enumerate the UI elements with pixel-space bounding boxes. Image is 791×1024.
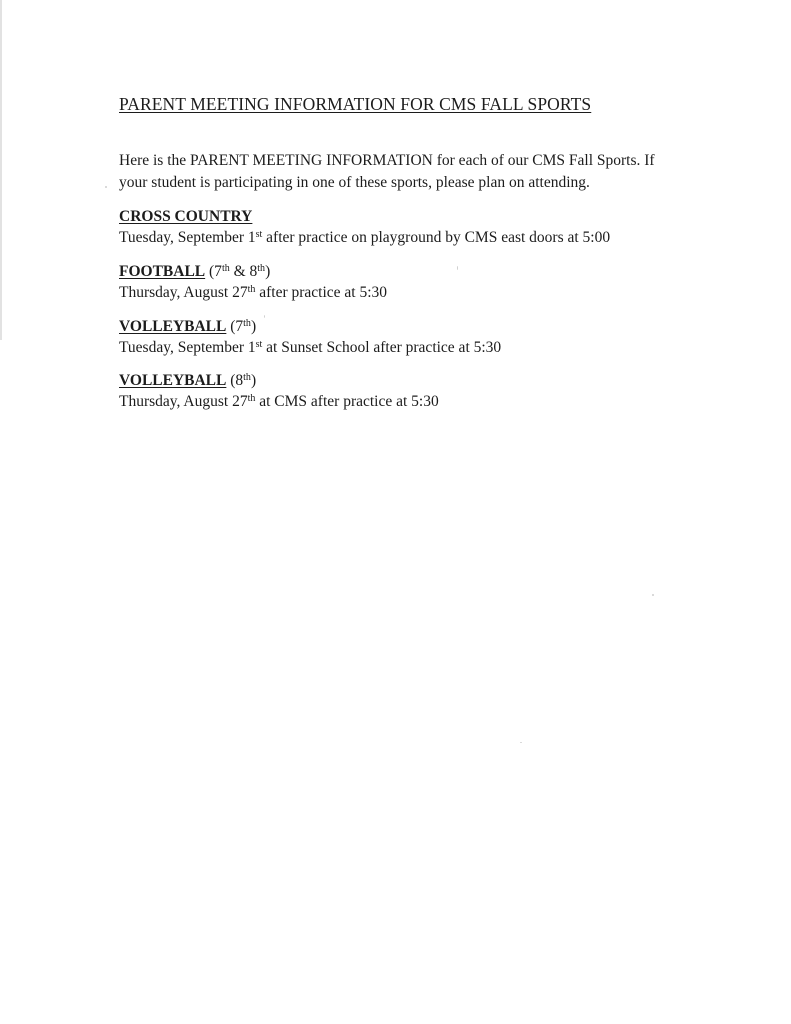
grade-suffix: th	[243, 318, 251, 329]
ordinal-suffix: th	[247, 393, 256, 404]
meeting-details	[119, 227, 610, 248]
intro-line-2: your student is participating in one of these sports, please plan on attending.	[119, 174, 590, 191]
sport-name: VOLLEYBALL	[119, 318, 227, 335]
scan-speck	[520, 742, 522, 743]
grade-open: (7	[226, 318, 244, 335]
grade-suffix-2: th	[257, 263, 266, 274]
section-heading	[119, 370, 439, 391]
cross-country-section	[119, 206, 610, 248]
grade-open: (8	[226, 372, 244, 389]
detail-text-rest: after practice at 5:30	[255, 284, 388, 301]
grade-open: (7	[205, 263, 222, 280]
grade-close: )	[265, 263, 271, 280]
section-heading	[119, 206, 610, 227]
volleyball-8th-section	[119, 370, 439, 412]
grade-close: )	[250, 372, 257, 389]
detail-text-rest: at Sunset School after practice at 5:30	[262, 339, 502, 356]
document-title: PARENT MEETING INFORMATION FOR CMS FALL SPORTS	[119, 94, 592, 114]
meeting-details	[119, 391, 439, 412]
grade-close: )	[250, 318, 257, 335]
sport-name: CROSS COUNTRY	[119, 208, 253, 225]
intro-line-1: Here is the PARENT MEETING INFORMATION for each of our CMS Fall Sports. If	[119, 152, 655, 169]
meeting-details	[119, 337, 501, 358]
scan-speck	[652, 594, 654, 596]
scan-speck	[264, 315, 265, 318]
ordinal-suffix: th	[247, 284, 256, 295]
volleyball-7th-section	[119, 316, 501, 358]
detail-text-rest: after practice on playground by CMS east doors at 5:00	[262, 229, 611, 246]
football-section	[119, 261, 387, 303]
scan-speck	[105, 186, 107, 188]
grade-mid: & 8	[229, 263, 258, 280]
scan-speck	[457, 266, 458, 270]
detail-text: Thursday, August 27	[119, 284, 248, 301]
ordinal-suffix: st	[255, 229, 263, 240]
scan-edge	[0, 0, 2, 340]
meeting-details	[119, 282, 387, 303]
detail-text-rest: at CMS after practice at 5:30	[255, 393, 439, 410]
section-heading	[119, 261, 387, 282]
grade-suffix: th	[243, 372, 251, 383]
detail-text: Tuesday, September 1	[119, 229, 256, 246]
ordinal-suffix: st	[255, 339, 263, 350]
sport-name: VOLLEYBALL	[119, 372, 227, 389]
intro-paragraph	[119, 150, 655, 194]
grade-suffix: th	[221, 263, 230, 274]
section-heading	[119, 316, 501, 337]
sport-name: FOOTBALL	[119, 263, 206, 280]
detail-text: Thursday, August 27	[119, 393, 248, 410]
detail-text: Tuesday, September 1	[119, 339, 256, 356]
